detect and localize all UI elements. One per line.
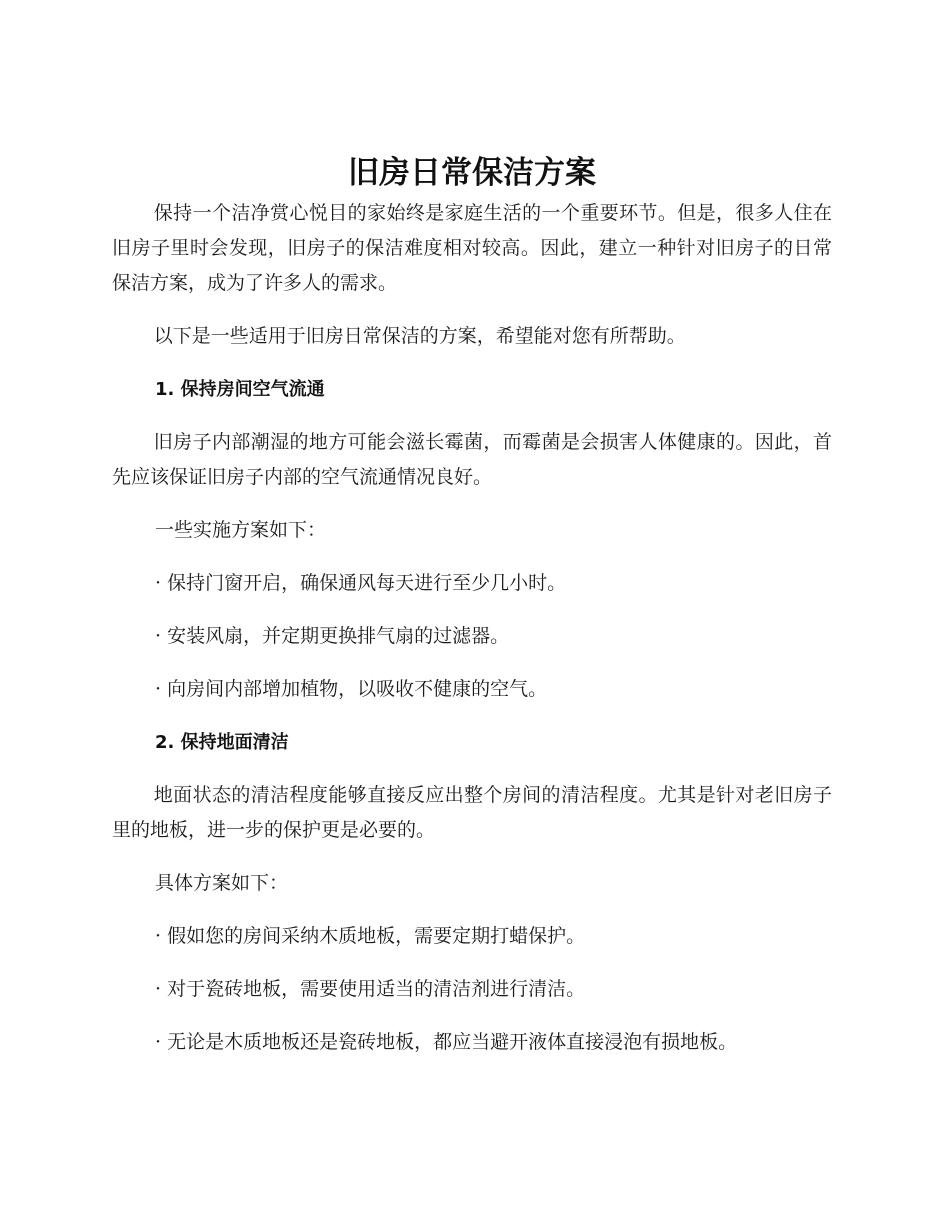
list-item: · 无论是木质地板还是瓷砖地板，都应当避开液体直接浸泡有损地板。: [155, 1031, 738, 1053]
section-heading: 1. 保持房间空气流通: [155, 379, 325, 400]
list-item: · 向房间内部增加植物，以吸收不健康的空气。: [155, 678, 548, 700]
list-item: · 安装风扇，并定期更换排气扇的过滤器。: [155, 625, 510, 647]
section-floor-cleaning: [112, 725, 832, 1060]
intro-paragraph: 保持一个洁净赏心悦目的家始终是家庭生活的一个重要环节。但是，很多人住在旧房子里时会发现，旧房子的保洁难度相对较高。因此，建立一种针对旧房子的日常保洁方案，成为了许多人的需求。: [112, 202, 832, 294]
section-body: 地面状态的清洁程度能够直接反应出整个房间的清洁程度。尤其是针对老旧房子里的地板，进一步的保护更是必要的。: [112, 784, 832, 841]
document-page: [112, 150, 832, 1060]
lead-paragraph: 以下是一些适用于旧房日常保洁的方案，希望能对您有所帮助。: [153, 325, 686, 347]
section-air-circulation: [112, 372, 832, 725]
list-intro: 一些实施方案如下：: [155, 519, 327, 541]
section-heading: 2. 保持地面清洁: [155, 732, 289, 753]
document-title: 旧房日常保洁方案: [348, 155, 596, 191]
list-intro: 具体方案如下：: [155, 872, 289, 894]
list-item: · 对于瓷砖地板，需要使用适当的清洁剂进行清洁。: [155, 978, 586, 1000]
list-item: · 保持门窗开启，确保通风每天进行至少几小时。: [155, 572, 567, 594]
section-body: 旧房子内部潮湿的地方可能会滋长霉菌，而霉菌是会损害人体健康的。因此，首先应该保证旧房子内部的空气流通情况良好。: [112, 431, 832, 488]
list-item: · 假如您的房间采纳木质地板，需要定期打蜡保护。: [155, 925, 586, 947]
